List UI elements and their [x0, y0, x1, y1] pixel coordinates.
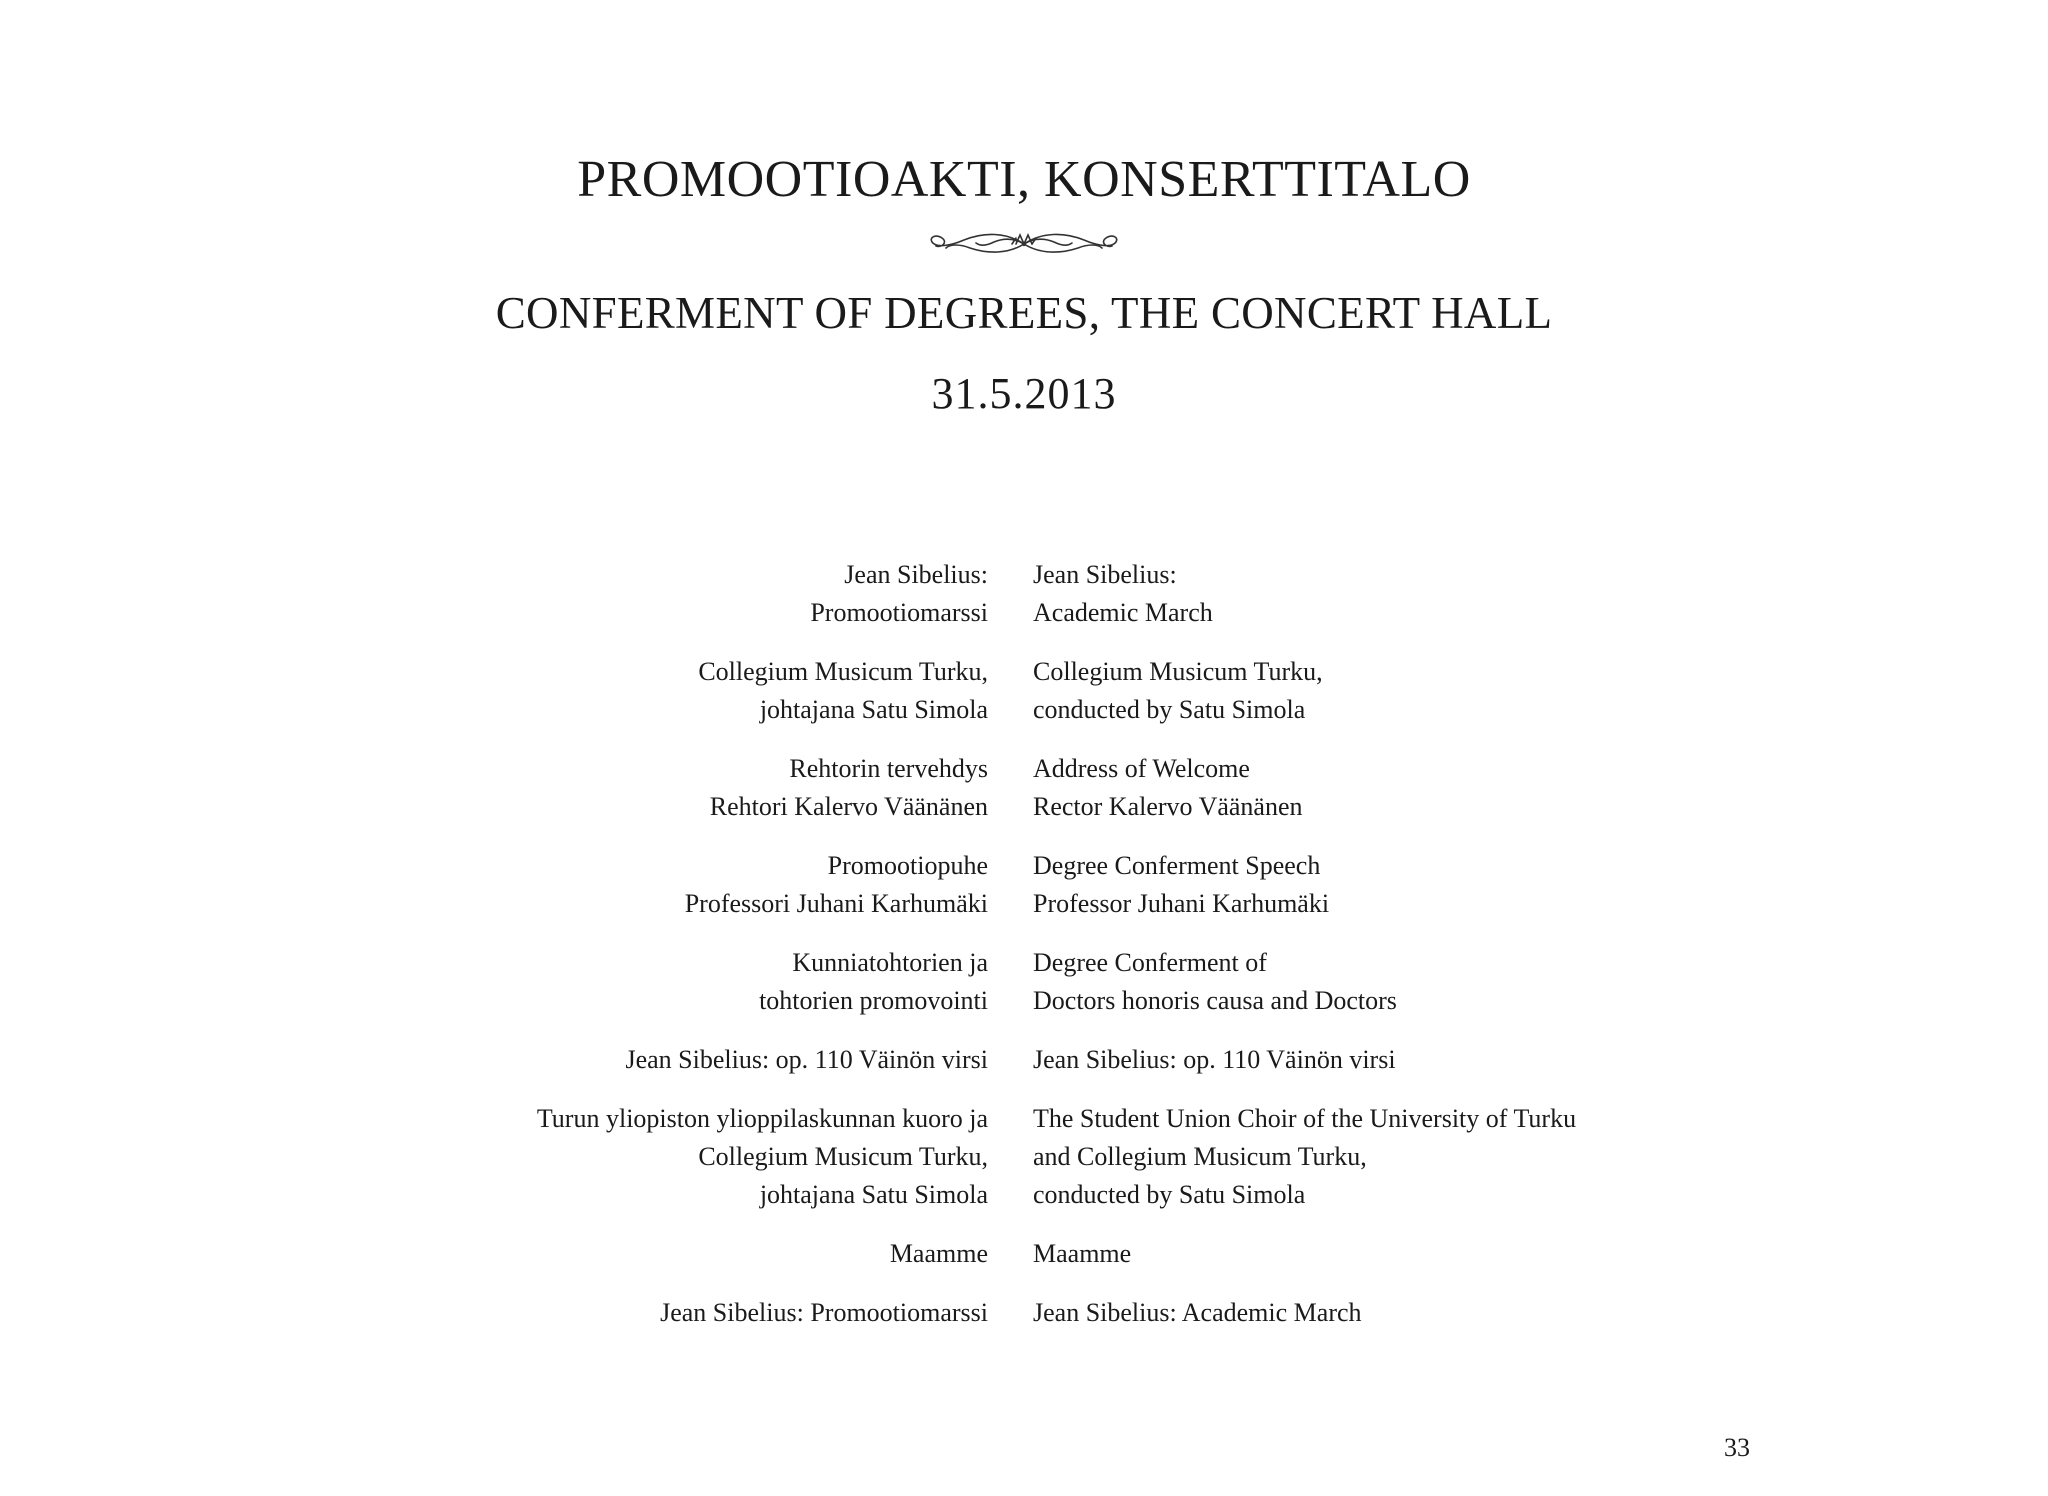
program-line: conducted by Satu Simola: [1033, 1180, 1306, 1209]
program-line: Rehtorin tervehdys: [789, 754, 988, 783]
program-item-english: [1033, 653, 2048, 729]
program-item-finnish: [0, 750, 1033, 826]
program-line: Jean Sibelius: op. 110 Väinön virsi: [625, 1045, 988, 1074]
program-line: conducted by Satu Simola: [1033, 695, 1306, 724]
program-line: The Student Union Choir of the University of Turku: [1033, 1104, 1577, 1133]
program-item-english: [1033, 847, 2048, 923]
program-line: Jean Sibelius:: [1033, 560, 1177, 589]
program-line: Professor Juhani Karhumäki: [1033, 889, 1330, 918]
program-line: and Collegium Musicum Turku,: [1033, 1142, 1367, 1171]
program-line: Collegium Musicum Turku,: [1033, 657, 1323, 686]
program-line: Degree Conferment Speech: [1033, 851, 1321, 880]
program-item: [0, 1041, 2048, 1079]
program-item-finnish: [0, 556, 1033, 632]
program-item: [0, 750, 2048, 826]
program-item-finnish: [0, 653, 1033, 729]
program-item-english: [1033, 1041, 2048, 1079]
program-line: Professori Juhani Karhumäki: [684, 889, 988, 918]
program-item: [0, 1100, 2048, 1214]
program-item-english: [1033, 1294, 2048, 1332]
page-number: 33: [1724, 1433, 1750, 1462]
program-line: Collegium Musicum Turku,: [698, 1142, 988, 1171]
program-item-finnish: [0, 944, 1033, 1020]
program-line: Maamme: [889, 1239, 988, 1268]
program-line: Collegium Musicum Turku,: [698, 657, 988, 686]
program-line: Maamme: [1033, 1239, 1132, 1268]
program-line: Jean Sibelius: op. 110 Väinön virsi: [1033, 1045, 1396, 1074]
program-item: [0, 1235, 2048, 1273]
program-line: Jean Sibelius: Academic March: [1033, 1298, 1362, 1327]
program-line: Promootiomarssi: [810, 598, 988, 627]
program-item-finnish: [0, 847, 1033, 923]
program-line: johtajana Satu Simola: [759, 695, 988, 724]
program-list: [0, 556, 2048, 1353]
program-line: Kunniatohtorien ja: [792, 948, 988, 977]
flourish-ornament-icon: [924, 226, 1124, 262]
program-line: Address of Welcome: [1033, 754, 1250, 783]
program-item-finnish: [0, 1041, 1033, 1079]
program-line: Rector Kalervo Väänänen: [1033, 792, 1303, 821]
program-line: johtajana Satu Simola: [759, 1180, 988, 1209]
program-line: Promootiopuhe: [827, 851, 988, 880]
program-item-english: [1033, 1100, 2048, 1214]
program-item-finnish: [0, 1100, 1033, 1214]
event-date: 31.5.2013: [931, 369, 1117, 418]
program-line: Degree Conferment of: [1033, 948, 1267, 977]
program-line: tohtorien promovointi: [759, 986, 988, 1015]
program-item-english: [1033, 944, 2048, 1020]
program-item: [0, 556, 2048, 632]
program-item: [0, 847, 2048, 923]
program-item: [0, 1294, 2048, 1332]
program-line: Jean Sibelius: Promootiomarssi: [660, 1298, 988, 1327]
page-title-english: CONFERMENT OF DEGREES, THE CONCERT HALL: [495, 288, 1553, 338]
program-item: [0, 944, 2048, 1020]
program-item-english: [1033, 750, 2048, 826]
page-title-finnish: PROMOOTIOAKTI, KONSERTTITALO: [577, 151, 1471, 208]
program-line: Academic March: [1033, 598, 1213, 627]
program-line: Rehtori Kalervo Väänänen: [709, 792, 988, 821]
program-item-finnish: [0, 1235, 1033, 1273]
program-item-english: [1033, 1235, 2048, 1273]
program-item: [0, 653, 2048, 729]
program-item-english: [1033, 556, 2048, 632]
program-line: Turun yliopiston ylioppilaskunnan kuoro ja: [536, 1104, 988, 1133]
program-line: Jean Sibelius:: [844, 560, 988, 589]
program-item-finnish: [0, 1294, 1033, 1332]
program-line: Doctors honoris causa and Doctors: [1033, 986, 1397, 1015]
